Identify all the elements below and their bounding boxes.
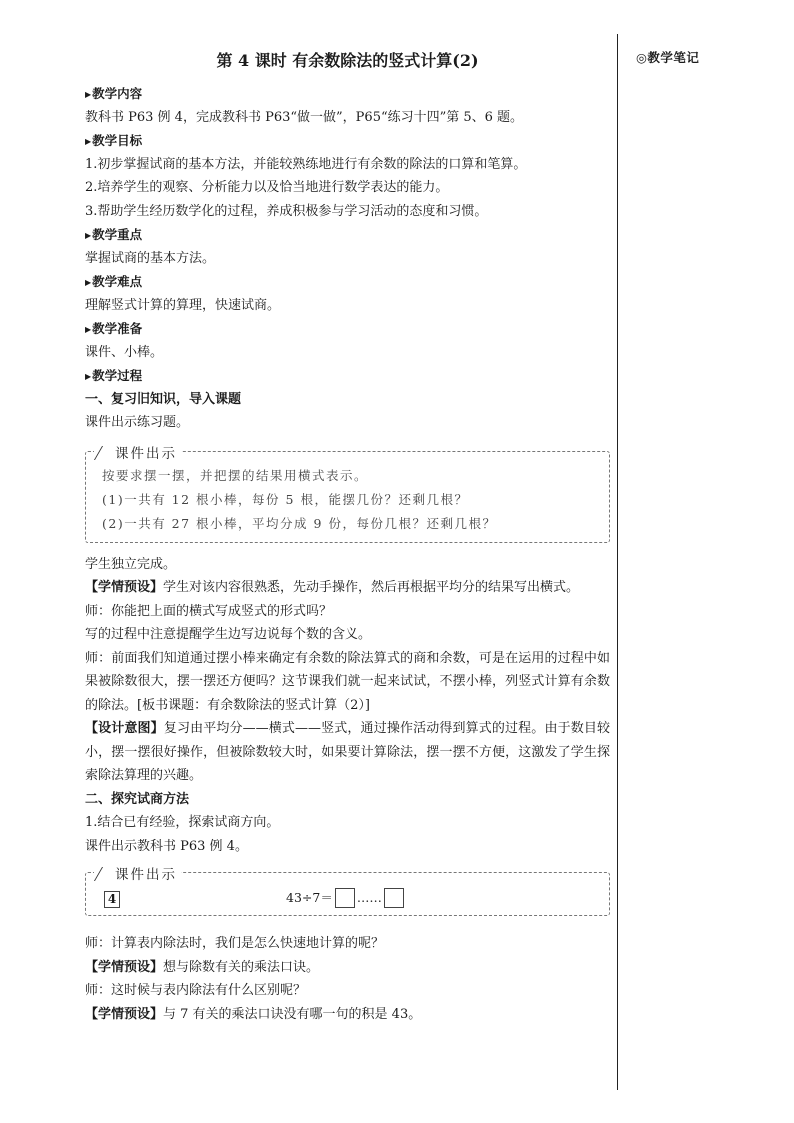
margin-divider — [617, 34, 618, 1090]
courseware-box-2 — [85, 867, 610, 916]
paragraph: 1.结合已有经验，探索试商方向。 — [85, 815, 280, 830]
triangle-bullet-icon: ▶ — [85, 89, 92, 99]
section-head-key: ▶教学重点 — [85, 227, 143, 242]
paragraph: 写的过程中注意提醒学生边写边说每个数的含义。 — [85, 627, 372, 642]
triangle-bullet-icon: ▶ — [85, 324, 92, 334]
goal-item: 1.初步掌握试商的基本方法，并能较熟练地进行有余数的除法的口算和笔算。 — [85, 156, 527, 172]
goal-item: 3.帮助学生经历数学化的过程，养成积极参与学习活动的态度和习惯。 — [85, 203, 488, 219]
triangle-bullet-icon: ▶ — [85, 230, 92, 240]
quotient-blank-box — [335, 888, 355, 908]
paragraph: 学生独立完成。 — [85, 556, 177, 572]
courseware-line: (2)一共有 27 根小棒，平均分成 9 份，每份几根？还剩几根？ — [102, 515, 497, 531]
paragraph: 【学情预设】学生对该内容很熟悉，先动手操作，然后再根据平均分的结果写出横式。 — [85, 580, 580, 595]
content-text: 教科书 P63 例 4，完成教科书 P63“做一做”，P65“练习十四”第 5、6 题。 — [85, 109, 524, 125]
triangle-bullet-icon: ▶ — [85, 136, 92, 146]
paragraph: 师：你能把上面的横式写成竖式的形式吗？ — [85, 603, 333, 619]
paragraph: 【设计意图】复习由平均分——横式——竖式，通过操作活动得到算式的过程。由于数目较小，摆一摆很好操作，但被除数较大时，如果要计算除法，摆一摆不方便，这激发了学生探索除法算理的兴趣。 — [85, 721, 610, 783]
section-head-prep: ▶教学准备 — [85, 321, 143, 336]
step1-text: 课件出示练习题。 — [85, 415, 190, 430]
triangle-bullet-icon: ▶ — [85, 371, 92, 381]
courseware-line: (1)一共有 12 根小棒，每份 5 根，能摆几份？还剩几根？ — [102, 491, 469, 507]
step2-heading: 二、探究试商方法 — [85, 791, 190, 807]
paragraph: 师：这时候与表内除法有什么区别呢？ — [85, 983, 307, 998]
section-head-content: ▶教学内容 — [85, 86, 143, 101]
step1-heading: 一、复习旧知识，导入课题 — [85, 391, 242, 407]
lesson-title: 第 4 课时 有余数除法的竖式计算(2) — [216, 51, 479, 70]
example-number-badge: 4 — [104, 891, 120, 908]
paragraph: 【学情预设】想与除数有关的乘法口诀。 — [85, 959, 320, 975]
section-head-goals: ▶教学目标 — [85, 133, 143, 148]
section-head-difficulty: ▶教学难点 — [85, 274, 143, 289]
teaching-notes-label: ◎教学笔记 — [636, 50, 700, 65]
courseware-tag: 课件出示 — [94, 442, 181, 462]
courseware-line: 按要求摆一摆，并把摆的结果用横式表示。 — [102, 467, 369, 483]
key-text: 掌握试商的基本方法。 — [85, 250, 216, 266]
section-head-process: ▶教学过程 — [85, 368, 143, 383]
triangle-bullet-icon: ▶ — [85, 277, 92, 287]
division-equation: 43÷7＝ …… — [286, 887, 406, 909]
slash-icon — [94, 446, 117, 460]
paragraph: 【学情预设】与 7 有关的乘法口诀没有哪一句的积是 43。 — [85, 1006, 422, 1022]
courseware-tag: 课件出示 — [94, 863, 181, 883]
goal-item: 2.培养学生的观察、分析能力以及恰当地进行数学表达的能力。 — [85, 180, 449, 195]
main-column — [85, 48, 610, 1026]
paragraph: 课件出示教科书 P63 例 4。 — [85, 838, 248, 854]
paragraph: 师：计算表内除法时，我们是怎么快速地计算的呢？ — [85, 936, 385, 951]
remainder-blank-box — [384, 888, 404, 908]
difficulty-text: 理解竖式计算的算理，快速试商。 — [85, 297, 281, 313]
courseware-box-1 — [85, 445, 610, 543]
prep-text: 课件、小棒。 — [85, 344, 164, 360]
slash-icon — [94, 867, 117, 881]
paragraph: 师：前面我们知道通过摆小棒来确定有余数的除法算式的商和余数，可是在运用的过程中如果被除数很大，摆一摆还方便吗？这节课我们就一起来试试，不摆小棒，列竖式计算有余数的除法。[板书课题：有余数除法的竖式计算（2）] — [85, 650, 610, 713]
